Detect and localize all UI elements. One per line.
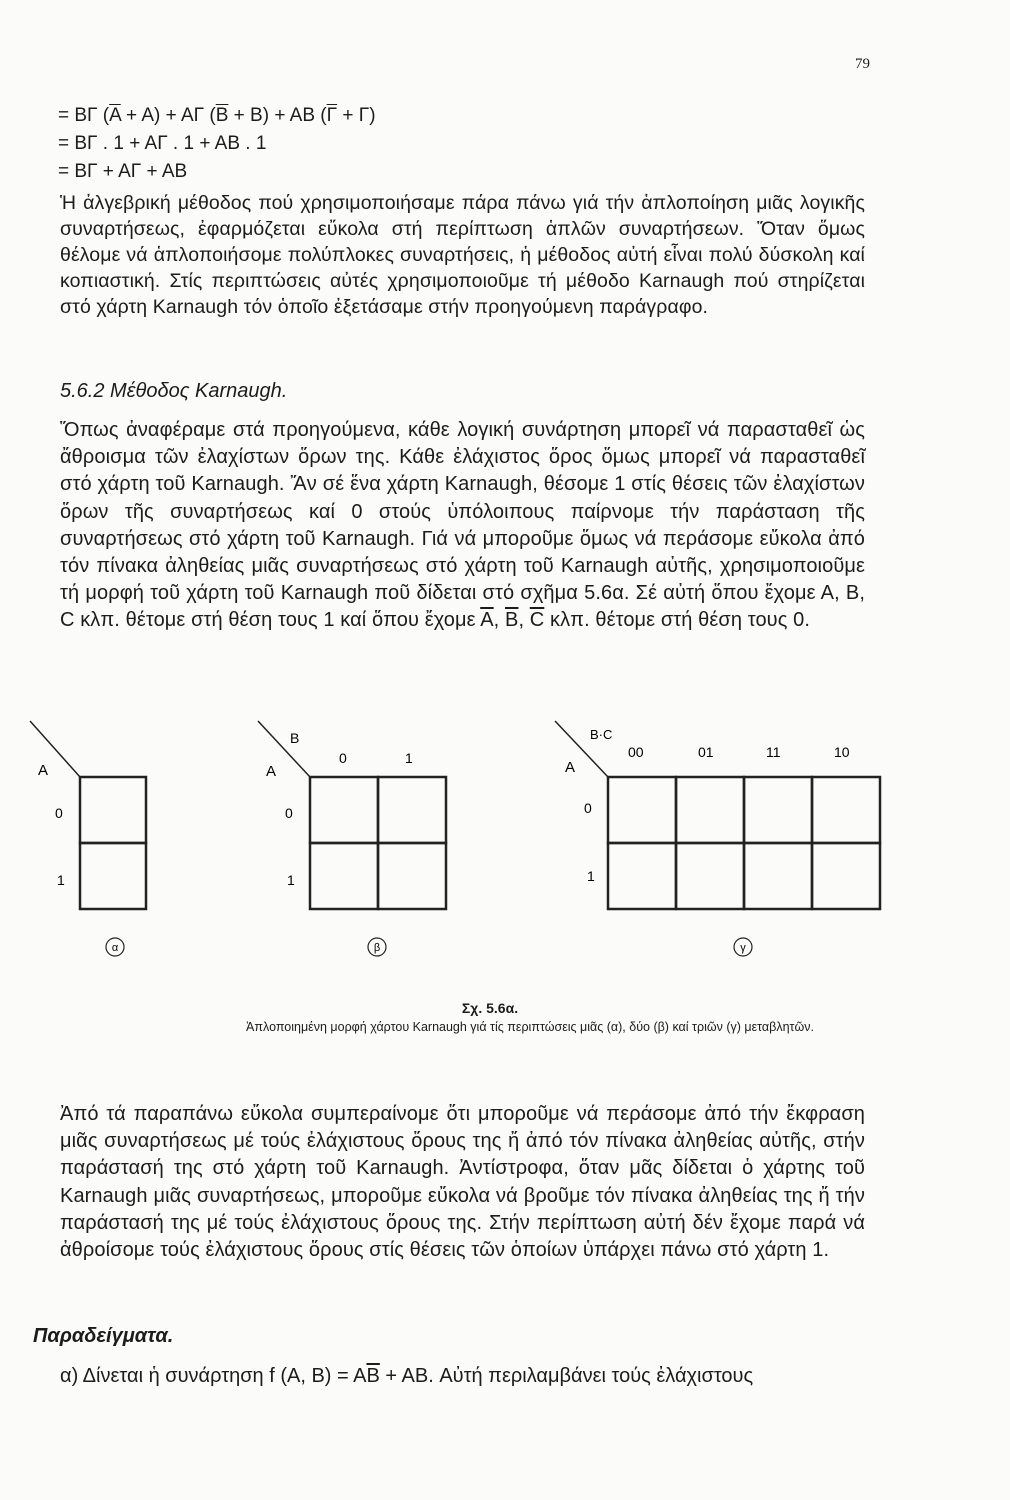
- col-label: 00: [628, 744, 644, 760]
- separator: ,: [518, 609, 530, 632]
- example-text: + AB. Αὐτή περιλαμβάνει τούς ἐλάχιστους: [379, 1365, 754, 1387]
- eq1-overline: $\overline{B}$: [215, 105, 229, 126]
- equation-line-3: = ΒΓ + ΑΓ + ΑΒ: [58, 161, 188, 182]
- row-label: 0: [584, 800, 592, 816]
- figure-caption: Ἁπλοποιημένη μορφή χάρτου Karnaugh γιά τίς περιπτώσεις μιᾶς (α), δύο (β) καί τριῶν (γ) μεταβλητῶν.: [246, 1020, 814, 1034]
- example-a-line: [60, 1364, 753, 1388]
- col-label: 01: [698, 744, 714, 760]
- eq1-part: + Β) + ΑΒ (: [228, 105, 327, 126]
- map-cell: [812, 843, 880, 909]
- karnaugh-map-one-variable: [30, 721, 146, 956]
- map-cell: [608, 843, 676, 909]
- map-cell: [378, 777, 446, 843]
- karnaugh-map-three-variable: [555, 721, 880, 956]
- map-label: β: [373, 942, 381, 954]
- paragraph-conclusion: Ἀπό τά παραπάνω εὔκολα συμπεραίνομε ὅτι μποροῦμε νά περάσομε ἀπό τήν ἔκφραση μιᾶς συναρτήσεως μέ τούς ἐλάχιστους ὅρους της ἤ ἀπό τόν πίνακα ἀληθείας αὐτῆς, στήν παράστασή της στό χάρτη τοῦ Karnaugh. Ἀντίστροφα, ὅταν μᾶς δίδεται ὁ χάρτης τοῦ Karnaugh μιᾶς συναρτήσεως, μποροῦμε εὔκολα νά βροῦμε τόν πίνακα ἀληθείας της ἤ τήν παράστασή της μέ τούς ἐλάχιστους ὅρους της. Στήν περίπτωση αὐτή δέν ἔχομε παρά νά ἀθροίσομε τούς ἐλάχιστους ὅρους στίς θέσεις τῶν ὁποίων ὑπάρχει πάνω στό χάρτη 1.: [60, 1103, 866, 1262]
- paragraph-algebraic-method: Ἡ ἀλγεβρική μέθοδος πού χρησιμοποιήσαμε πάρα πάνω γιά τήν ἁπλοποίηση μιᾶς λογικῆς συναρτήσεως, ἐφαρμόζεται εὔκολα στή περίπτωση ἁπλῶν συναρτήσεων. Ὅταν ὅμως θέλομε νά ἁπλοποιήσομε πολύπλοκες συναρτήσεις, ἡ μέθοδος αὐτή εἶναι πολύ δύσκολη καί κοπιαστική. Στίς περιπτώσεις αὐτές χρησιμοποιοῦμε τή μέθοδο Karnaugh πού στηρίζεται στό χάρτη Karnaugh τόν ὁποῖο ἐξετάσαμε στήν προηγούμενη παράγραφο.: [60, 192, 865, 318]
- eq1-overline: $\overline{\Gamma}$: [326, 105, 338, 126]
- map-cell: [676, 777, 744, 843]
- eq1-overline: $\overline{A}$: [109, 105, 121, 126]
- overline-var: $\overline{B}$: [366, 1365, 380, 1387]
- eq1-part: + Α) + ΑΓ (: [120, 105, 216, 126]
- col-label: 1: [405, 750, 413, 766]
- col-label: 10: [834, 744, 850, 760]
- map-cell: [608, 777, 676, 843]
- row-var-label: Α: [266, 763, 277, 780]
- row-var-label: Α: [565, 759, 576, 776]
- overline-var-c: $\overline{C}$: [529, 609, 545, 632]
- row-label: 1: [587, 868, 595, 884]
- map-cell: [744, 777, 812, 843]
- row-var-label: Α: [38, 762, 49, 779]
- map-cell: [310, 777, 378, 843]
- row-label: 1: [57, 872, 65, 888]
- figure-title: Σχ. 5.6α.: [461, 1000, 519, 1016]
- eq1-part: = ΒΓ (: [58, 105, 110, 126]
- map-label: α: [111, 942, 119, 954]
- overline-var-a: $\overline{A}$: [480, 609, 494, 632]
- overline-var-b: $\overline{B}$: [504, 609, 519, 632]
- map-cell: [812, 777, 880, 843]
- col-label: 0: [339, 750, 347, 766]
- eq1-part: + Γ): [337, 105, 376, 126]
- map-cell: [744, 843, 812, 909]
- map-cell: [80, 843, 146, 909]
- map-cell: [676, 843, 744, 909]
- map-cell: [310, 843, 378, 909]
- paragraph-tail: κλπ. θέτομε στή θέση τους 0.: [544, 609, 810, 632]
- page-number: 79: [855, 56, 870, 72]
- equation-line-2: = ΒΓ . 1 + ΑΓ . 1 + ΑΒ . 1: [58, 133, 267, 154]
- examples-heading: Παραδείγματα.: [33, 1325, 174, 1347]
- equation-line-1: [58, 104, 376, 128]
- map-cell: [80, 777, 146, 843]
- separator: ,: [493, 609, 505, 632]
- col-var-label: Β·C: [590, 727, 613, 742]
- col-var-label: Β: [290, 730, 300, 746]
- row-label: 1: [287, 872, 295, 888]
- paragraph-karnaugh-method: [60, 417, 865, 635]
- map-cell: [378, 843, 446, 909]
- map-label: γ: [740, 942, 746, 954]
- karnaugh-map-two-variable: [258, 721, 446, 956]
- paragraph-text: Ὅπως ἀναφέραμε στά προηγούμενα, κάθε λογική συνάρτηση μπορεῖ νά παρασταθεῖ ὡς ἄθροισμα τῶν ἐλαχίστων ὅρων της. Κάθε ἐλάχιστος ὅρος ὅμως μπορεῖ νά παρασταθεῖ στό χάρτη τοῦ Karnaugh. Ἄν σέ ἕνα χάρτη Karnaugh, θέσομε 1 στίς θέσεις τῶν ἐλαχίστων ὅρων τῆς συναρτήσεως καί 0 στούς ὑπόλοιπους παίρνομε τήν παράσταση τῆς συναρτήσεως στό χάρτη τοῦ Karnaugh. Γιά νά μποροῦμε ὅμως νά περάσομε εὔκολα ἀπό τόν πίνακα ἀληθείας μιᾶς συναρτήσεως στό χάρτη τοῦ Karnaugh αὐτῆς, χρησιμοποιοῦμε τή μορφή τοῦ χάρτη τοῦ Karnaugh ποῦ δίδεται στό σχῆμα 5.6α. Σέ αὐτή ὅπου ἔχομε Α, Β, C κλπ. θέτομε στή θέση τους 1 καί ὅπου ἔχομε: [60, 419, 865, 632]
- section-heading: 5.6.2 Μέθοδος Karnaugh.: [60, 380, 288, 402]
- row-label: 0: [285, 805, 293, 821]
- example-text: α) Δίνεται ἡ συνάρτηση f (A, B) = A: [60, 1365, 367, 1387]
- karnaugh-figure: [0, 705, 1010, 995]
- col-label: 11: [766, 744, 781, 760]
- row-label: 0: [55, 805, 63, 821]
